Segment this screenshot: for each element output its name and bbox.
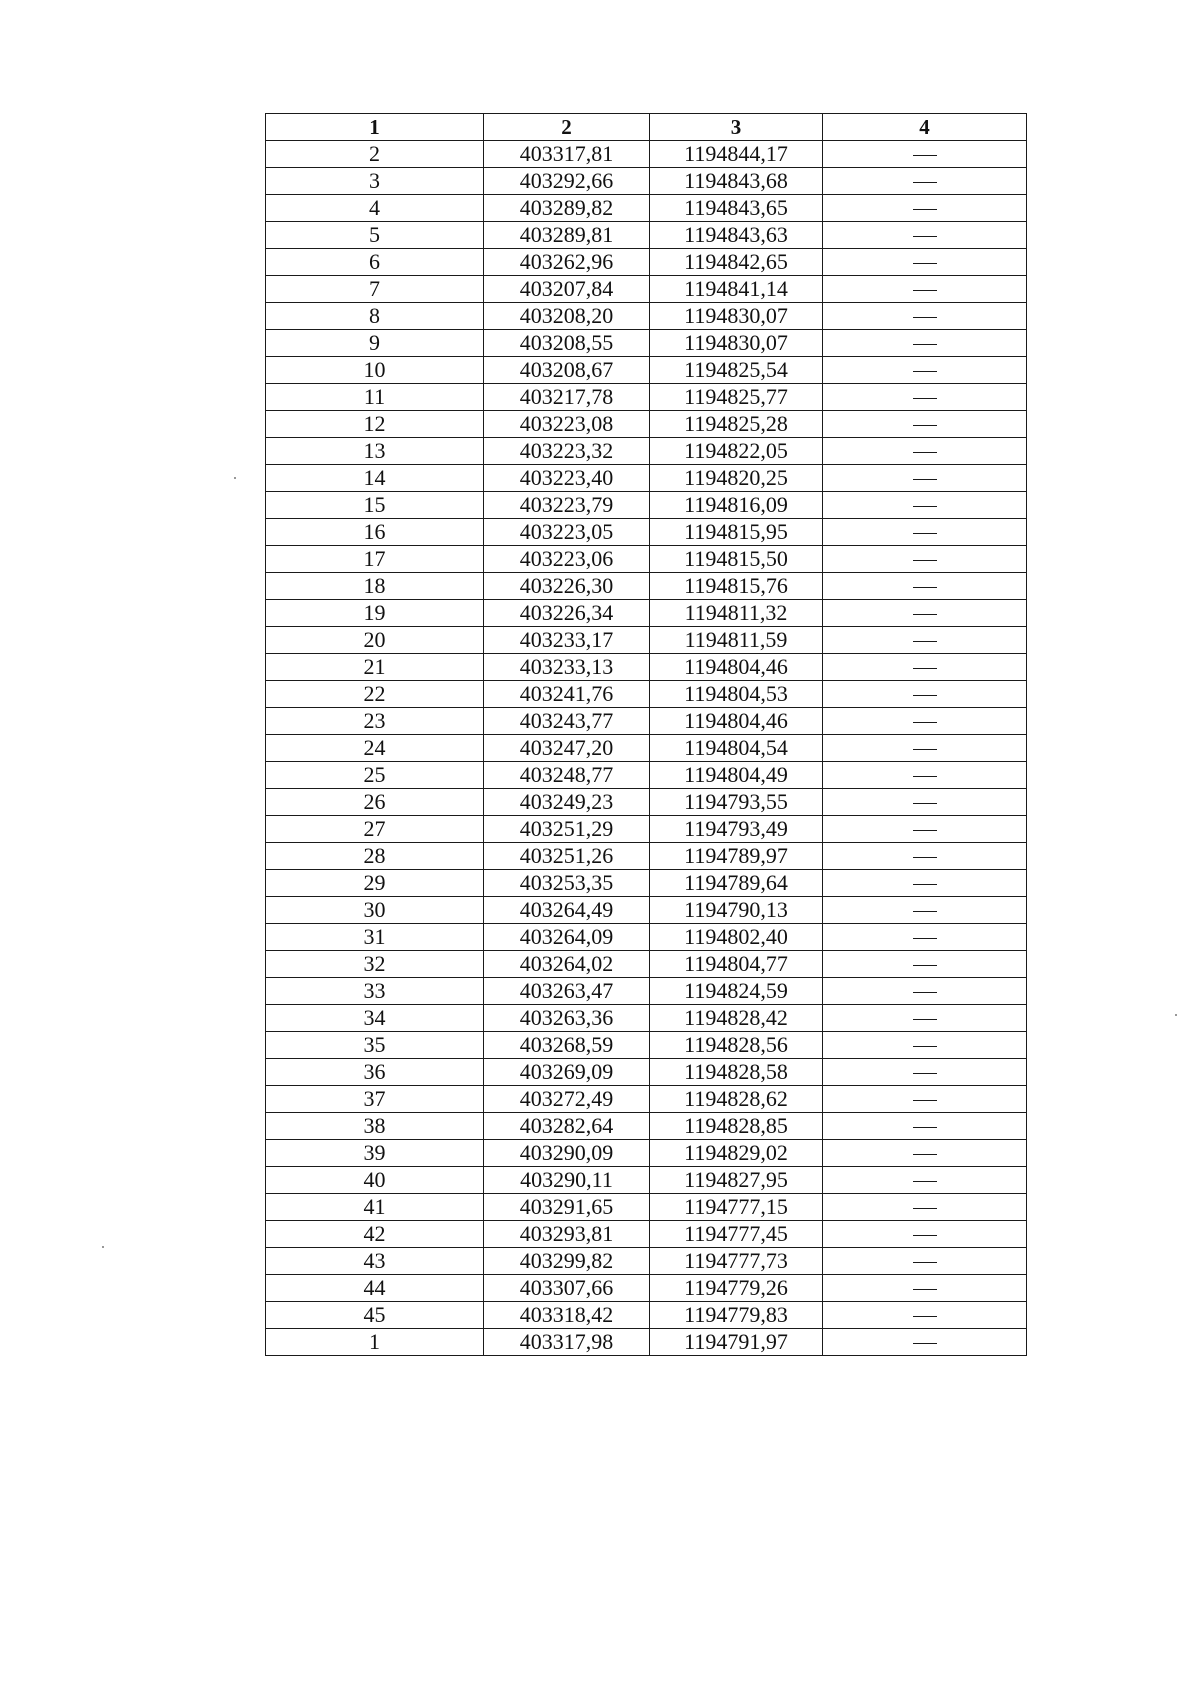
note-cell [823,276,1027,303]
y-coordinate-cell: 1194825,77 [650,384,823,411]
note-cell [823,654,1027,681]
dash-mark [913,938,937,939]
x-coordinate-cell: 403223,32 [484,438,650,465]
dash-mark [913,884,937,885]
point-number-cell: 36 [266,1059,484,1086]
note-cell [823,573,1027,600]
table-row [266,951,1027,978]
x-coordinate-cell: 403289,81 [484,222,650,249]
note-cell [823,168,1027,195]
dash-mark [913,479,937,480]
table-row [266,654,1027,681]
x-coordinate-cell: 403223,06 [484,546,650,573]
dash-mark [913,1073,937,1074]
x-coordinate-cell: 403208,20 [484,303,650,330]
y-coordinate-cell: 1194790,13 [650,897,823,924]
table-row [266,789,1027,816]
scan-speck [102,1246,104,1248]
y-coordinate-cell: 1194828,85 [650,1113,823,1140]
point-number-cell: 35 [266,1032,484,1059]
table-row [266,1059,1027,1086]
y-coordinate-cell: 1194844,17 [650,141,823,168]
table-row [266,978,1027,1005]
table-row [266,195,1027,222]
table-row [266,735,1027,762]
y-coordinate-cell: 1194841,14 [650,276,823,303]
note-cell [823,1167,1027,1194]
x-coordinate-cell: 403233,13 [484,654,650,681]
x-coordinate-cell: 403272,49 [484,1086,650,1113]
table-row [266,1140,1027,1167]
x-coordinate-cell: 403208,55 [484,330,650,357]
y-coordinate-cell: 1194825,28 [650,411,823,438]
table-row [266,573,1027,600]
note-cell [823,870,1027,897]
point-number-cell: 44 [266,1275,484,1302]
note-cell [823,357,1027,384]
point-number-cell: 25 [266,762,484,789]
point-number-cell: 38 [266,1113,484,1140]
note-cell [823,465,1027,492]
dash-mark [913,1289,937,1290]
point-number-cell: 8 [266,303,484,330]
y-coordinate-cell: 1194789,97 [650,843,823,870]
y-coordinate-cell: 1194820,25 [650,465,823,492]
dash-mark [913,1343,937,1344]
table-row [266,1275,1027,1302]
note-cell [823,492,1027,519]
note-cell [823,1302,1027,1329]
x-coordinate-cell: 403263,47 [484,978,650,1005]
y-coordinate-cell: 1194828,62 [650,1086,823,1113]
x-coordinate-cell: 403223,08 [484,411,650,438]
note-cell [823,843,1027,870]
x-coordinate-cell: 403262,96 [484,249,650,276]
note-cell [823,1194,1027,1221]
y-coordinate-cell: 1194779,83 [650,1302,823,1329]
x-coordinate-cell: 403223,40 [484,465,650,492]
note-cell [823,519,1027,546]
point-number-cell: 15 [266,492,484,519]
point-number-cell: 9 [266,330,484,357]
note-cell [823,546,1027,573]
y-coordinate-cell: 1194811,32 [650,600,823,627]
point-number-cell: 17 [266,546,484,573]
y-coordinate-cell: 1194802,40 [650,924,823,951]
note-cell [823,951,1027,978]
table-header [266,114,1027,141]
y-coordinate-cell: 1194777,73 [650,1248,823,1275]
dash-mark [913,1262,937,1263]
header-col-2: 2 [484,114,650,141]
y-coordinate-cell: 1194827,95 [650,1167,823,1194]
dash-mark [913,1046,937,1047]
dash-mark [913,1235,937,1236]
y-coordinate-cell: 1194843,68 [650,168,823,195]
x-coordinate-cell: 403289,82 [484,195,650,222]
x-coordinate-cell: 403264,09 [484,924,650,951]
y-coordinate-cell: 1194828,42 [650,1005,823,1032]
point-number-cell: 37 [266,1086,484,1113]
table-row [266,276,1027,303]
table-row [266,546,1027,573]
x-coordinate-cell: 403241,76 [484,681,650,708]
table-row [266,1086,1027,1113]
x-coordinate-cell: 403251,26 [484,843,650,870]
dash-mark [913,1019,937,1020]
note-cell [823,708,1027,735]
y-coordinate-cell: 1194804,46 [650,708,823,735]
point-number-cell: 24 [266,735,484,762]
y-coordinate-cell: 1194791,97 [650,1329,823,1356]
dash-mark [913,641,937,642]
point-number-cell: 32 [266,951,484,978]
point-number-cell: 28 [266,843,484,870]
x-coordinate-cell: 403226,34 [484,600,650,627]
x-coordinate-cell: 403249,23 [484,789,650,816]
coordinates-table [265,113,1027,1356]
y-coordinate-cell: 1194811,59 [650,627,823,654]
x-coordinate-cell: 403268,59 [484,1032,650,1059]
x-coordinate-cell: 403223,79 [484,492,650,519]
x-coordinate-cell: 403290,11 [484,1167,650,1194]
x-coordinate-cell: 403226,30 [484,573,650,600]
note-cell [823,1140,1027,1167]
note-cell [823,249,1027,276]
x-coordinate-cell: 403251,29 [484,816,650,843]
dash-mark [913,587,937,588]
dash-mark [913,1154,937,1155]
dash-mark [913,830,937,831]
table-row [266,1302,1027,1329]
note-cell [823,978,1027,1005]
note-cell [823,1113,1027,1140]
point-number-cell: 21 [266,654,484,681]
x-coordinate-cell: 403292,66 [484,168,650,195]
point-number-cell: 26 [266,789,484,816]
y-coordinate-cell: 1194804,54 [650,735,823,762]
table-row [266,600,1027,627]
y-coordinate-cell: 1194793,49 [650,816,823,843]
table-row [266,168,1027,195]
y-coordinate-cell: 1194779,26 [650,1275,823,1302]
point-number-cell: 34 [266,1005,484,1032]
y-coordinate-cell: 1194830,07 [650,330,823,357]
note-cell [823,1032,1027,1059]
y-coordinate-cell: 1194822,05 [650,438,823,465]
x-coordinate-cell: 403299,82 [484,1248,650,1275]
table-row [266,681,1027,708]
point-number-cell: 11 [266,384,484,411]
y-coordinate-cell: 1194804,49 [650,762,823,789]
x-coordinate-cell: 403207,84 [484,276,650,303]
note-cell [823,600,1027,627]
x-coordinate-cell: 403248,77 [484,762,650,789]
table-row [266,897,1027,924]
point-number-cell: 1 [266,1329,484,1356]
y-coordinate-cell: 1194815,95 [650,519,823,546]
x-coordinate-cell: 403307,66 [484,1275,650,1302]
x-coordinate-cell: 403247,20 [484,735,650,762]
dash-mark [913,1127,937,1128]
dash-mark [913,155,937,156]
header-col-3: 3 [650,114,823,141]
table-row [266,222,1027,249]
x-coordinate-cell: 403253,35 [484,870,650,897]
header-col-1: 1 [266,114,484,141]
note-cell [823,1329,1027,1356]
point-number-cell: 39 [266,1140,484,1167]
table-row [266,627,1027,654]
table-row [266,1032,1027,1059]
y-coordinate-cell: 1194825,54 [650,357,823,384]
point-number-cell: 22 [266,681,484,708]
note-cell [823,195,1027,222]
point-number-cell: 30 [266,897,484,924]
point-number-cell: 7 [266,276,484,303]
dash-mark [913,263,937,264]
note-cell [823,222,1027,249]
table-row [266,843,1027,870]
point-number-cell: 23 [266,708,484,735]
table-row [266,870,1027,897]
note-cell [823,384,1027,411]
y-coordinate-cell: 1194789,64 [650,870,823,897]
note-cell [823,411,1027,438]
dash-mark [913,803,937,804]
y-coordinate-cell: 1194804,53 [650,681,823,708]
y-coordinate-cell: 1194828,56 [650,1032,823,1059]
point-number-cell: 6 [266,249,484,276]
dash-mark [913,344,937,345]
dash-mark [913,209,937,210]
x-coordinate-cell: 403264,49 [484,897,650,924]
point-number-cell: 12 [266,411,484,438]
table-body [266,141,1027,1356]
table-row [266,357,1027,384]
table-row [266,330,1027,357]
point-number-cell: 14 [266,465,484,492]
note-cell [823,141,1027,168]
dash-mark [913,965,937,966]
table-row [266,924,1027,951]
point-number-cell: 41 [266,1194,484,1221]
y-coordinate-cell: 1194804,46 [650,654,823,681]
note-cell [823,1005,1027,1032]
note-cell [823,438,1027,465]
y-coordinate-cell: 1194777,15 [650,1194,823,1221]
note-cell [823,924,1027,951]
dash-mark [913,776,937,777]
dash-mark [913,371,937,372]
dash-mark [913,722,937,723]
note-cell [823,681,1027,708]
y-coordinate-cell: 1194777,45 [650,1221,823,1248]
table-row [266,303,1027,330]
table-row [266,1329,1027,1356]
y-coordinate-cell: 1194842,65 [650,249,823,276]
dash-mark [913,857,937,858]
dash-mark [913,182,937,183]
x-coordinate-cell: 403317,81 [484,141,650,168]
table-row [266,1167,1027,1194]
dash-mark [913,749,937,750]
x-coordinate-cell: 403223,05 [484,519,650,546]
table-row [266,1248,1027,1275]
y-coordinate-cell: 1194843,63 [650,222,823,249]
x-coordinate-cell: 403264,02 [484,951,650,978]
note-cell [823,816,1027,843]
point-number-cell: 43 [266,1248,484,1275]
dash-mark [913,992,937,993]
dash-mark [913,398,937,399]
dash-mark [913,425,937,426]
point-number-cell: 42 [266,1221,484,1248]
dash-mark [913,236,937,237]
table-row [266,519,1027,546]
point-number-cell: 2 [266,141,484,168]
dash-mark [913,506,937,507]
point-number-cell: 18 [266,573,484,600]
x-coordinate-cell: 403269,09 [484,1059,650,1086]
dash-mark [913,560,937,561]
note-cell [823,1275,1027,1302]
dash-mark [913,668,937,669]
dash-mark [913,533,937,534]
point-number-cell: 31 [266,924,484,951]
table-row [266,465,1027,492]
dash-mark [913,1181,937,1182]
y-coordinate-cell: 1194824,59 [650,978,823,1005]
y-coordinate-cell: 1194828,58 [650,1059,823,1086]
y-coordinate-cell: 1194793,55 [650,789,823,816]
point-number-cell: 3 [266,168,484,195]
y-coordinate-cell: 1194829,02 [650,1140,823,1167]
y-coordinate-cell: 1194843,65 [650,195,823,222]
note-cell [823,762,1027,789]
table-row [266,492,1027,519]
table-row [266,438,1027,465]
x-coordinate-cell: 403317,98 [484,1329,650,1356]
dash-mark [913,1316,937,1317]
point-number-cell: 5 [266,222,484,249]
x-coordinate-cell: 403293,81 [484,1221,650,1248]
table-row [266,708,1027,735]
x-coordinate-cell: 403290,09 [484,1140,650,1167]
table-row [266,1221,1027,1248]
dash-mark [913,1208,937,1209]
note-cell [823,789,1027,816]
table-row [266,762,1027,789]
header-row [266,114,1027,141]
point-number-cell: 19 [266,600,484,627]
scan-speck [1175,1014,1177,1016]
y-coordinate-cell: 1194815,50 [650,546,823,573]
note-cell [823,735,1027,762]
dash-mark [913,290,937,291]
point-number-cell: 27 [266,816,484,843]
dash-mark [913,452,937,453]
table-row [266,816,1027,843]
point-number-cell: 40 [266,1167,484,1194]
note-cell [823,1221,1027,1248]
y-coordinate-cell: 1194830,07 [650,303,823,330]
point-number-cell: 29 [266,870,484,897]
dash-mark [913,695,937,696]
point-number-cell: 4 [266,195,484,222]
table-row [266,384,1027,411]
point-number-cell: 16 [266,519,484,546]
point-number-cell: 13 [266,438,484,465]
x-coordinate-cell: 403208,67 [484,357,650,384]
note-cell [823,1086,1027,1113]
table-row [266,411,1027,438]
point-number-cell: 45 [266,1302,484,1329]
dash-mark [913,1100,937,1101]
y-coordinate-cell: 1194815,76 [650,573,823,600]
table-row [266,1113,1027,1140]
table-row [266,249,1027,276]
x-coordinate-cell: 403233,17 [484,627,650,654]
y-coordinate-cell: 1194816,09 [650,492,823,519]
point-number-cell: 33 [266,978,484,1005]
note-cell [823,1248,1027,1275]
note-cell [823,897,1027,924]
note-cell [823,627,1027,654]
table-row [266,1194,1027,1221]
x-coordinate-cell: 403217,78 [484,384,650,411]
table-row [266,141,1027,168]
point-number-cell: 20 [266,627,484,654]
x-coordinate-cell: 403282,64 [484,1113,650,1140]
note-cell [823,303,1027,330]
x-coordinate-cell: 403318,42 [484,1302,650,1329]
table-row [266,1005,1027,1032]
x-coordinate-cell: 403263,36 [484,1005,650,1032]
point-number-cell: 10 [266,357,484,384]
dash-mark [913,317,937,318]
y-coordinate-cell: 1194804,77 [650,951,823,978]
dash-mark [913,911,937,912]
note-cell [823,330,1027,357]
x-coordinate-cell: 403243,77 [484,708,650,735]
note-cell [823,1059,1027,1086]
header-col-4: 4 [823,114,1027,141]
dash-mark [913,614,937,615]
x-coordinate-cell: 403291,65 [484,1194,650,1221]
scan-speck [234,477,236,479]
